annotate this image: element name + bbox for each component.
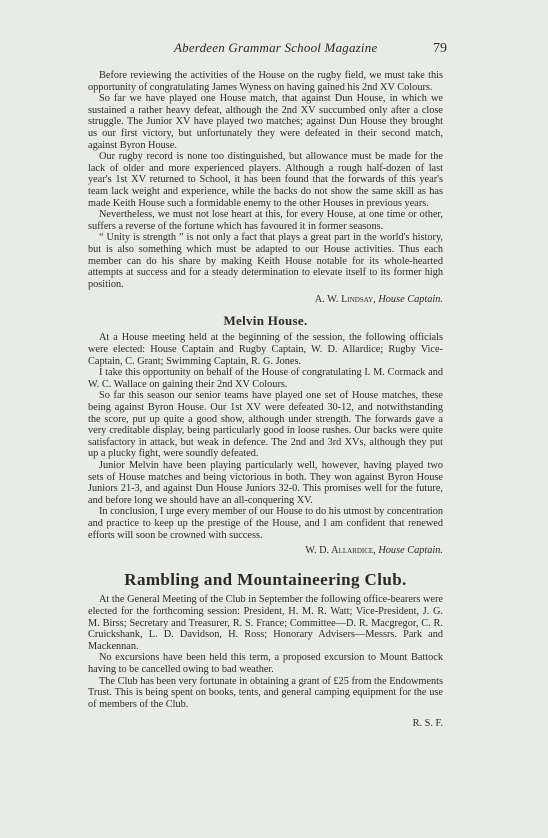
running-header [0,40,548,60]
signature [88,545,443,557]
signature-role: House Captain. [378,545,443,557]
section-heading: Rambling and Mountaineering Club. [124,569,407,589]
paragraph: Junior Melvin have been playing particularly well, however, having played two sets of House matches and being victorious in both. They won against Byron House Juniors 21-3, and against Dun House Juniors 32-0. This promises well for the future, and before long we should have an all-conquering XV. [88,460,443,506]
paragraph: So far we have played one House match, that against Dun House, in which we sustained a rather heavy defeat, although the 2nd XV succumbed only after a close struggle. The Junior XV have played two matches; against Dun House they brought us our first victory, but unfortunately they were defeated in their second match, against Byron House. [88,93,443,151]
paragraph: At a House meeting held at the beginning of the session, the following officials were elected: House Captain and Rugby Captain, W. D. Allardice; Rugby Vice-Captain, C. Grant; Swimming Captain, R. G. Jones. [88,332,443,367]
signature [88,294,443,306]
rambling-club-report [88,569,443,730]
paragraph: “ Unity is strength ” is not only a fact that plays a great part in the world's history, but is also something which must be adapted to our House activities. Thus each member can do his share by making Keith House notable for its whole-hearted attempts at success and for a steady determination to elevate itself to its former high position. [88,232,443,290]
author-initials: R. S. F. [412,718,443,730]
keith-house-report [88,70,443,306]
signature-role: House Captain. [378,294,443,306]
paragraph: So far this season our senior teams have played one set of House matches, these being against Byron House. Our 1st XV were defeated 30-12, and notwithstanding the score, put up quite a good show, although under strength. The forwards gave a very creditable display, being particularly good in loose rushes. Our backs were quite satisfactory in attack, but weak in defence. The 2nd and 3rd XVs, although they put up a plucky fight, were soundly defeated. [88,390,443,460]
signature-name: A. W. Lindsay, [314,294,376,306]
signature-name: W. D. Allardice, [305,545,376,557]
paragraph: No excursions have been held this term, a proposed excursion to Mount Battock having to be cancelled owing to bad weather. [88,652,443,675]
paragraph: In conclusion, I urge every member of our House to do his utmost by concentration and practice to keep up the prestige of the House, and I am confident that renewed efforts will soon be crowned with success. [88,506,443,541]
paragraph: Nevertheless, we must not lose heart at this, for every House, at one time or other, suffers a reverse of the fortune which has favoured it in former seasons. [88,209,443,232]
paragraph: Our rugby record is none too distinguished, but allowance must be made for the lack of older and more experienced players. Although a rough half-dozen of last year's 1st XV returned to School, it has been found that the forwards of this year's team lack weight and experience, while the backs do not show the same skill as has made Keith House such a formidable enemy to the other Houses in previous years. [88,151,443,209]
paragraph: I take this opportunity on behalf of the House of congratulating I. M. Cormack and W. C. Wallace on gaining their 2nd XV Colours. [88,367,443,390]
melvin-house-report [88,312,443,557]
paragraph: At the General Meeting of the Club in September the following office-bearers were elected for the forthcoming session: President, H. M. R. Watt; Vice-President, J. G. M. Birss; Secretary and Treasurer, R. S. France; Committee—D. R. Macgregor, C. R. Cruickshank, L. D. Davidson, H. Ross; Honorary Advisers—Messrs. Park and Mackennan. [88,594,443,652]
paragraph: Before reviewing the activities of the House on the rugby field, we must take this opportunity of congratulating James Wyness on having gained his 2nd XV Colours. [88,70,443,93]
paragraph: The Club has been very fortunate in obtaining a grant of £25 from the Endowments Trust. This is being spent on books, tents, and general camping equipment for the use of members of the Club. [88,675,443,710]
article-body [88,70,443,730]
page-number: 79 [433,41,447,56]
magazine-title: Aberdeen Grammar School Magazine [174,40,378,55]
section-heading: Melvin House. [223,312,308,328]
